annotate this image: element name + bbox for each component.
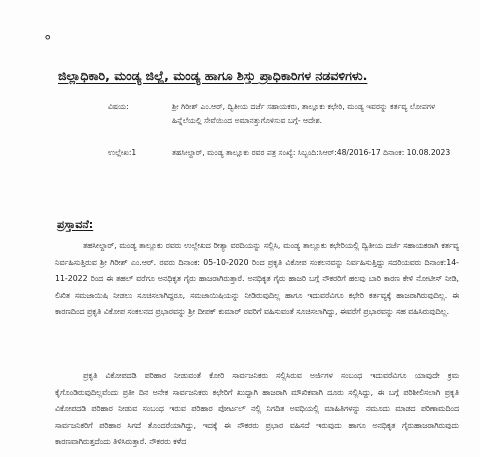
reference-block: [0, 146, 480, 176]
document-title: ಜಿಲ್ಲಾಧಿಕಾರಿ, ಮಂಡ್ಯ ಜಿಲ್ಲೆ, ಮಂಡ್ಯ ಹಾಗೂ ಶಿಸ್ತು ಪ್ರಾಧಿಕಾರಿಗಳ ನಡವಳಿಗಳು.: [58, 68, 368, 83]
section-heading: ಪ್ರಸ್ತಾವನೆ:: [57, 218, 94, 231]
reference-label: ಉಲ್ಲೇಖ:1: [108, 148, 137, 157]
subject-text: ಶ್ರೀ ಗಿರೀಶ್ ಎಂ.ಆರ್, ದ್ವಿತೀಯ ದರ್ಜೆ ಸಹಾಯಕರು, ತಾಲ್ಲೂಕು ಕಛೇರಿ, ಮಂಡ್ಯ ಇವರನ್ನು ಕರ್ತವ್ಯ ಲೋಪಗಳ ಹಿನ್ನೆಲೆಯಲ್ಲಿ ಸೇವೆಯಿಂದ ಅಮಾನತ್ತುಗೊಳಿಸುವ ಬಗ್ಗೆ- ಆದೇಶ.: [172, 102, 436, 125]
subject-label: ವಿಷಯ:: [108, 102, 129, 111]
reference-text: ತಹಸೀಲ್ದಾರ್, ಮಂಡ್ಯ ತಾಲ್ಲೂಕು ರವರ ಪತ್ರ ಸಂಖ್ಯೆ: ಸಿಬ್ಬಂದಿ:ಸಿಆರ್:48/2016-17 ದಿನಾಂಕ: 10.08.2023: [172, 148, 451, 157]
paragraph-2: ಪ್ರಕೃತಿ ವಿಕೋಪದಡಿ ಪರಿಹಾರ ನೀಡುವಂತೆ ಕೋರಿ ಸಾರ್ವಜನಿಕರು ಸಲ್ಲಿಸಿರುವ ಅರ್ಜಿಗಳ ಸಂಬಂಧ ಇದುವರೆವಿಗೂ ಯಾವುದೇ ಕ್ರಮ ಕೈಗೊಂಡಿರುವುದಿಲ್ಲವೆಂದು ಪ್ರತೀ ದಿನ ಅನೇಕ ಸಾರ್ವಜನಿಕರು ಕಛೇರಿಗೆ ಖುದ್ದಾಗಿ ಹಾಜರಾಗಿ ಮೌಖಿಕವಾಗಿ ದೂರು ಸಲ್ಲಿಸಿದ್ದು, ಈ ಬಗ್ಗೆ ಪರಿಶೀಲಿಸಲಾಗಿ ಪ್ರಕೃತಿ ವಿಕೋಪದಡಿ ಪರಿಹಾರ ನೀಡುವ ಸಂಬಂಧ ಇರುವ ಪರಿಹಾರ ಪೋರ್ಟಲ್ ನಲ್ಲಿ ನಿಗದಿತ ಅವಧಿಯಲ್ಲಿ ಮಾಹಿತಿಗಳನ್ನು ನಮೂದು ಮಾಡದ ಪರಿಣಾಮದಿಂದ ಸಾರ್ವಜನಿಕರಿಗೆ ಪರಿಹಾರ ಸಿಗದೆ ತೊಂದರೆಯಾಗಿದ್ದು, ಇದಕ್ಕೆ ಈ ನೌಕರರು ಪ್ರಭಾರ ವಹಿಸದೆ ಇರುವುದು ಹಾಗೂ ಅನಧಿಕೃತ ಗೈರುಹಾಜರಾಗಿರುವುದು ಕಾರಣವಾಗಿರುತ್ತದೆಂದು ತಿಳಿಸಿರುತ್ತಾರೆ. ನೌಕರರು ಕಳೆದ: [55, 371, 459, 447]
paragraph-1: ತಹಸೀಲ್ದಾರ್, ಮಂಡ್ಯ ತಾಲ್ಲೂಕು ರವರು ಉಲ್ಲೇಖದ ರೀತ್ಯಾ ವರದಿಯನ್ನು ಸಲ್ಲಿಸಿ, ಮಂಡ್ಯ ತಾಲ್ಲೂಕು ಕಛೇರಿಯಲ್ಲಿ ದ್ವಿತೀಯ ದರ್ಜೆ ಸಹಾಯಕರಾಗಿ ಕರ್ತವ್ಯ ನಿರ್ವಹಿಸುತ್ತಿರುವ ಶ್ರೀ ಗಿರೀಶ್ ಎಂ.ಆರ್. ರವರು ದಿನಾಂಕ: 05-10-2020 ರಿಂದ ಪ್ರಕೃತಿ ವಿಕೋಪ ಸಂಕಲನವನ್ನು ನಿರ್ವಹಿಸುತ್ತಿದ್ದು ಸದರಿಯವರು ದಿನಾಂಕ:14-11-2022 ರಿಂದ ಈ ತಹಲ್ ವರೆಗೂ ಅನಧಿಕೃತ ಗೈರು ಹಾಜರಾಗಿರುತ್ತಾರೆ. ಅನಧಿಕೃತ ಗೈರು ಹಾಜರಿ ಬಗ್ಗೆ ನೌಕರರಿಗೆ ಹಲವು ಬಾರಿ ಕಾರಣ ಕೇಳಿ ನೋಟೀಸ್ ನೀಡಿ, ಲಿಖಿತ ಸಮಜಾಯಿಷಿ ನೀಡಲು ಸೂಚಿಸಲಾಗಿದ್ದರೂ, ಸಮಜಾಯಿಷಿಯನ್ನು ನೀಡಿರುವುದಿಲ್ಲ ಹಾಗೂ ಇದುವರೆವಿಗೂ ಕಛೇರಿ ಕರ್ತವ್ಯಕ್ಕೆ ಹಾಜರಾಗಿರುವುದಿಲ್ಲ. ಈ ಕಾರಣದಿಂದ ಪ್ರಕೃತಿ ವಿಕೋಪ ಸಂಕಲನದ ಪ್ರಭಾರವನ್ನು ಶ್ರೀ ದೀಪಕ್ ಕುಮಾರ್ ರವರಿಗೆ ವಹಿಸುವಂತೆ ಸೂಚಿಸಲಾಗಿದ್ದು, ಈವರೆಗೆ ಪ್ರಭಾರವನ್ನು ಸಹ ವಹಿಸಿರುವುದಿಲ್ಲ.: [55, 241, 459, 317]
degree-mark-icon: °: [44, 32, 52, 50]
subject-block: [0, 100, 480, 140]
